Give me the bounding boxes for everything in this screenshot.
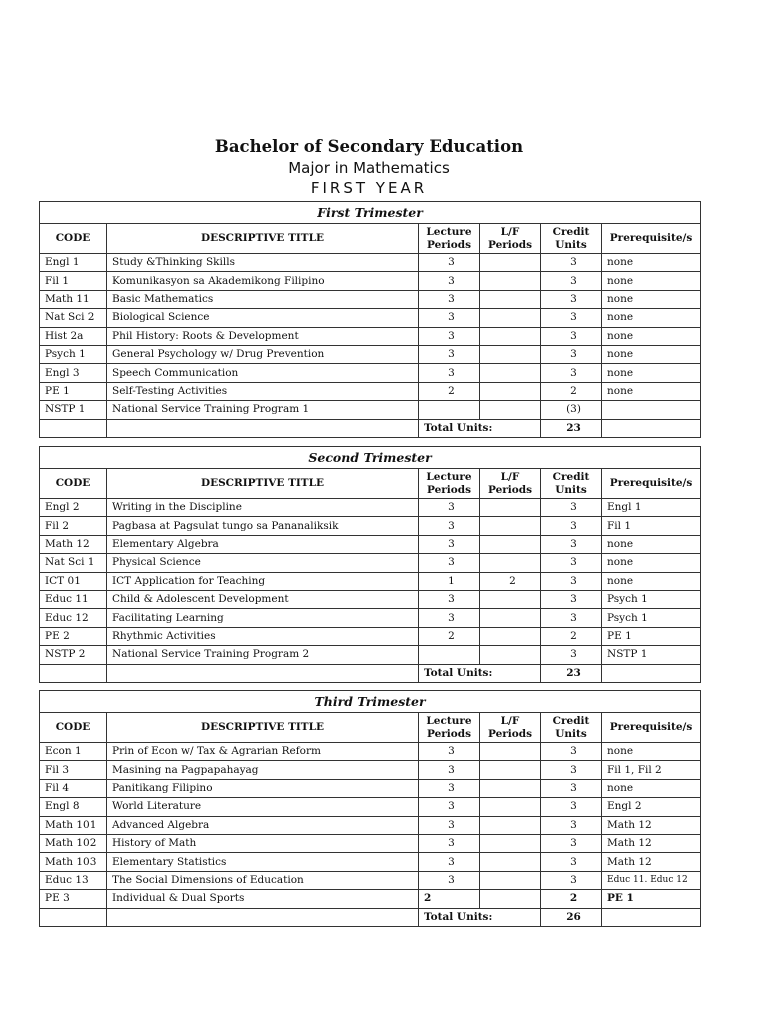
course-row (40, 853, 701, 871)
course-title: Rhythmic Activities (107, 627, 419, 645)
course-title: Elementary Statistics (107, 853, 419, 871)
prerequisite: Engl 2 (602, 798, 701, 816)
prerequisite: PE 1 (602, 627, 701, 645)
credit-units: 3 (541, 572, 602, 590)
lecture-periods (419, 646, 480, 664)
course-title: Masining na Pagpapahayag (107, 761, 419, 779)
lecture-periods: 3 (419, 517, 480, 535)
prerequisite: Math 12 (602, 816, 701, 834)
course-title: National Service Training Program 1 (107, 401, 419, 419)
total-units-label: Total Units: (419, 908, 541, 926)
total-row (40, 419, 701, 437)
course-row (40, 517, 701, 535)
course-code: Nat Sci 2 (40, 309, 107, 327)
prerequisite: none (602, 309, 701, 327)
prerequisite: Fil 1, Fil 2 (602, 761, 701, 779)
col-lf-header: L/F Periods (480, 224, 541, 254)
course-row (40, 779, 701, 797)
course-row (40, 382, 701, 400)
prerequisite: Psych 1 (602, 590, 701, 608)
major-subtitle: Major in Mathematics (288, 159, 450, 177)
course-title: Prin of Econ w/ Tax & Agrarian Reform (107, 743, 419, 761)
course-row (40, 834, 701, 852)
lecture-periods: 3 (419, 254, 480, 272)
col-lecture-header: Lecture Periods (419, 224, 480, 254)
prerequisite: none (602, 779, 701, 797)
lf-periods (480, 627, 541, 645)
lf-periods (480, 272, 541, 290)
course-code: ICT 01 (40, 572, 107, 590)
lf-periods (480, 554, 541, 572)
course-code: Math 11 (40, 290, 107, 308)
credit-units: 3 (541, 554, 602, 572)
course-title: Panitikang Filipino (107, 779, 419, 797)
lf-periods (480, 345, 541, 363)
course-code: Educ 13 (40, 871, 107, 889)
credit-units: 3 (541, 535, 602, 553)
prerequisite: none (602, 743, 701, 761)
lecture-periods: 3 (419, 761, 480, 779)
course-row (40, 572, 701, 590)
col-lecture-header: Lecture Periods (419, 713, 480, 743)
col-credit-header: Credit Units (541, 469, 602, 499)
credit-units: 3 (541, 779, 602, 797)
course-row (40, 554, 701, 572)
credit-units: 3 (541, 499, 602, 517)
prerequisite: none (602, 382, 701, 400)
credit-units: 3 (541, 364, 602, 382)
course-title: Physical Science (107, 554, 419, 572)
lecture-periods: 3 (419, 345, 480, 363)
course-code: Fil 4 (40, 779, 107, 797)
credit-units: 2 (541, 627, 602, 645)
lf-periods (480, 890, 541, 908)
course-code: Math 102 (40, 834, 107, 852)
credit-units: 3 (541, 327, 602, 345)
course-row (40, 254, 701, 272)
prerequisite: Psych 1 (602, 609, 701, 627)
prerequisite: none (602, 254, 701, 272)
course-code: Engl 3 (40, 364, 107, 382)
col-title-header: DESCRIPTIVE TITLE (107, 469, 419, 499)
col-title-header: DESCRIPTIVE TITLE (107, 713, 419, 743)
credit-units: 3 (541, 816, 602, 834)
lecture-periods: 3 (419, 779, 480, 797)
total-units-label: Total Units: (419, 664, 541, 682)
course-code: NSTP 1 (40, 401, 107, 419)
course-code: NSTP 2 (40, 646, 107, 664)
lecture-periods: 3 (419, 871, 480, 889)
col-prereq-header: Prerequisite/s (602, 224, 701, 254)
trimester-table (39, 446, 701, 683)
course-row (40, 743, 701, 761)
course-code: Fil 2 (40, 517, 107, 535)
course-row (40, 499, 701, 517)
course-code: Econ 1 (40, 743, 107, 761)
credit-units: 2 (541, 890, 602, 908)
prerequisite: none (602, 572, 701, 590)
lf-periods (480, 609, 541, 627)
lecture-periods: 3 (419, 816, 480, 834)
credit-units: 3 (541, 761, 602, 779)
lecture-periods: 3 (419, 743, 480, 761)
lf-periods (480, 779, 541, 797)
course-code: Engl 8 (40, 798, 107, 816)
credit-units: 3 (541, 871, 602, 889)
credit-units: 3 (541, 345, 602, 363)
lf-periods: 2 (480, 572, 541, 590)
course-code: Math 103 (40, 853, 107, 871)
lf-periods (480, 401, 541, 419)
col-code-header: CODE (40, 224, 107, 254)
trimester-table (39, 690, 701, 927)
lf-periods (480, 327, 541, 345)
course-code: Hist 2a (40, 327, 107, 345)
total-units-value: 23 (541, 419, 602, 437)
lf-periods (480, 590, 541, 608)
lf-periods (480, 798, 541, 816)
course-row (40, 646, 701, 664)
course-code: Engl 1 (40, 254, 107, 272)
col-prereq-header: Prerequisite/s (602, 713, 701, 743)
course-row (40, 871, 701, 889)
prerequisite: none (602, 272, 701, 290)
col-lf-header: L/F Periods (480, 713, 541, 743)
lecture-periods: 3 (419, 834, 480, 852)
course-code: PE 1 (40, 382, 107, 400)
credit-units: 3 (541, 254, 602, 272)
course-title: Speech Communication (107, 364, 419, 382)
credit-units: 3 (541, 646, 602, 664)
course-code: Educ 11 (40, 590, 107, 608)
course-title: Pagbasa at Pagsulat tungo sa Pananaliksik (107, 517, 419, 535)
prerequisite: none (602, 535, 701, 553)
lecture-periods: 2 (419, 890, 480, 908)
course-code: Math 101 (40, 816, 107, 834)
lf-periods (480, 290, 541, 308)
course-row (40, 272, 701, 290)
course-code: Engl 2 (40, 499, 107, 517)
prerequisite: NSTP 1 (602, 646, 701, 664)
course-code: Fil 3 (40, 761, 107, 779)
total-row (40, 908, 701, 926)
col-lf-header: L/F Periods (480, 469, 541, 499)
col-prereq-header: Prerequisite/s (602, 469, 701, 499)
lf-periods (480, 535, 541, 553)
course-row (40, 309, 701, 327)
credit-units: 3 (541, 853, 602, 871)
lecture-periods: 3 (419, 554, 480, 572)
prerequisite: none (602, 554, 701, 572)
course-title: Self-Testing Activities (107, 382, 419, 400)
course-row (40, 401, 701, 419)
course-title: World Literature (107, 798, 419, 816)
trimester-heading: Third Trimester (40, 691, 701, 713)
course-title: General Psychology w/ Drug Prevention (107, 345, 419, 363)
lf-periods (480, 743, 541, 761)
prerequisite: none (602, 364, 701, 382)
lecture-periods: 3 (419, 499, 480, 517)
lf-periods (480, 853, 541, 871)
lecture-periods: 3 (419, 590, 480, 608)
course-row (40, 345, 701, 363)
lf-periods (480, 517, 541, 535)
lecture-periods: 3 (419, 798, 480, 816)
lf-periods (480, 254, 541, 272)
course-title: Facilitating Learning (107, 609, 419, 627)
course-row (40, 290, 701, 308)
course-title: Advanced Algebra (107, 816, 419, 834)
course-title: The Social Dimensions of Education (107, 871, 419, 889)
prerequisite: none (602, 290, 701, 308)
course-row (40, 609, 701, 627)
course-code: Educ 12 (40, 609, 107, 627)
course-title: History of Math (107, 834, 419, 852)
course-code: Math 12 (40, 535, 107, 553)
document-header (0, 136, 738, 198)
credit-units: 3 (541, 609, 602, 627)
lecture-periods: 2 (419, 627, 480, 645)
course-row (40, 627, 701, 645)
col-credit-header: Credit Units (541, 224, 602, 254)
prerequisite: Math 12 (602, 853, 701, 871)
course-title: Child & Adolescent Development (107, 590, 419, 608)
lecture-periods (419, 401, 480, 419)
course-row (40, 798, 701, 816)
prerequisite: Fil 1 (602, 517, 701, 535)
course-title: Individual & Dual Sports (107, 890, 419, 908)
lf-periods (480, 761, 541, 779)
credit-units: 3 (541, 798, 602, 816)
trimester-table (39, 201, 701, 438)
course-title: Writing in the Discipline (107, 499, 419, 517)
credit-units: 2 (541, 382, 602, 400)
course-title: Elementary Algebra (107, 535, 419, 553)
total-units-value: 23 (541, 664, 602, 682)
course-title: National Service Training Program 2 (107, 646, 419, 664)
trimester-heading: Second Trimester (40, 447, 701, 469)
course-code: PE 2 (40, 627, 107, 645)
course-row (40, 816, 701, 834)
course-code: Fil 1 (40, 272, 107, 290)
course-code: Psych 1 (40, 345, 107, 363)
lf-periods (480, 871, 541, 889)
col-code-header: CODE (40, 713, 107, 743)
course-row (40, 761, 701, 779)
prerequisite: Educ 11. Educ 12 (602, 871, 701, 889)
course-row (40, 327, 701, 345)
prerequisite: none (602, 327, 701, 345)
lf-periods (480, 309, 541, 327)
credit-units: 3 (541, 309, 602, 327)
course-row (40, 590, 701, 608)
col-credit-header: Credit Units (541, 713, 602, 743)
course-title: Komunikasyon sa Akademikong Filipino (107, 272, 419, 290)
course-title: Biological Science (107, 309, 419, 327)
credit-units: 3 (541, 590, 602, 608)
lecture-periods: 1 (419, 572, 480, 590)
credit-units: 3 (541, 743, 602, 761)
prerequisite: Engl 1 (602, 499, 701, 517)
lecture-periods: 3 (419, 364, 480, 382)
course-title: Phil History: Roots & Development (107, 327, 419, 345)
col-code-header: CODE (40, 469, 107, 499)
course-row (40, 535, 701, 553)
col-lecture-header: Lecture Periods (419, 469, 480, 499)
lecture-periods: 2 (419, 382, 480, 400)
credit-units: 3 (541, 272, 602, 290)
lecture-periods: 3 (419, 853, 480, 871)
lecture-periods: 3 (419, 327, 480, 345)
lecture-periods: 3 (419, 272, 480, 290)
credit-units: 3 (541, 517, 602, 535)
lecture-periods: 3 (419, 290, 480, 308)
lecture-periods: 3 (419, 309, 480, 327)
lf-periods (480, 816, 541, 834)
course-title: ICT Application for Teaching (107, 572, 419, 590)
prerequisite (602, 401, 701, 419)
total-row (40, 664, 701, 682)
lf-periods (480, 646, 541, 664)
course-code: PE 3 (40, 890, 107, 908)
col-title-header: DESCRIPTIVE TITLE (107, 224, 419, 254)
course-title: Basic Mathematics (107, 290, 419, 308)
year-heading: FIRST YEAR (310, 179, 428, 197)
lf-periods (480, 499, 541, 517)
degree-title: Bachelor of Secondary Education (214, 137, 524, 156)
lf-periods (480, 382, 541, 400)
prerequisite: PE 1 (602, 890, 701, 908)
credit-units: (3) (541, 401, 602, 419)
lecture-periods: 3 (419, 535, 480, 553)
course-row (40, 890, 701, 908)
prerequisite: Math 12 (602, 834, 701, 852)
course-code: Nat Sci 1 (40, 554, 107, 572)
total-units-label: Total Units: (419, 419, 541, 437)
credit-units: 3 (541, 290, 602, 308)
prerequisite: none (602, 345, 701, 363)
lf-periods (480, 364, 541, 382)
trimester-heading: First Trimester (40, 202, 701, 224)
lecture-periods: 3 (419, 609, 480, 627)
total-units-value: 26 (541, 908, 602, 926)
course-title: Study &Thinking Skills (107, 254, 419, 272)
lf-periods (480, 834, 541, 852)
credit-units: 3 (541, 834, 602, 852)
course-row (40, 364, 701, 382)
